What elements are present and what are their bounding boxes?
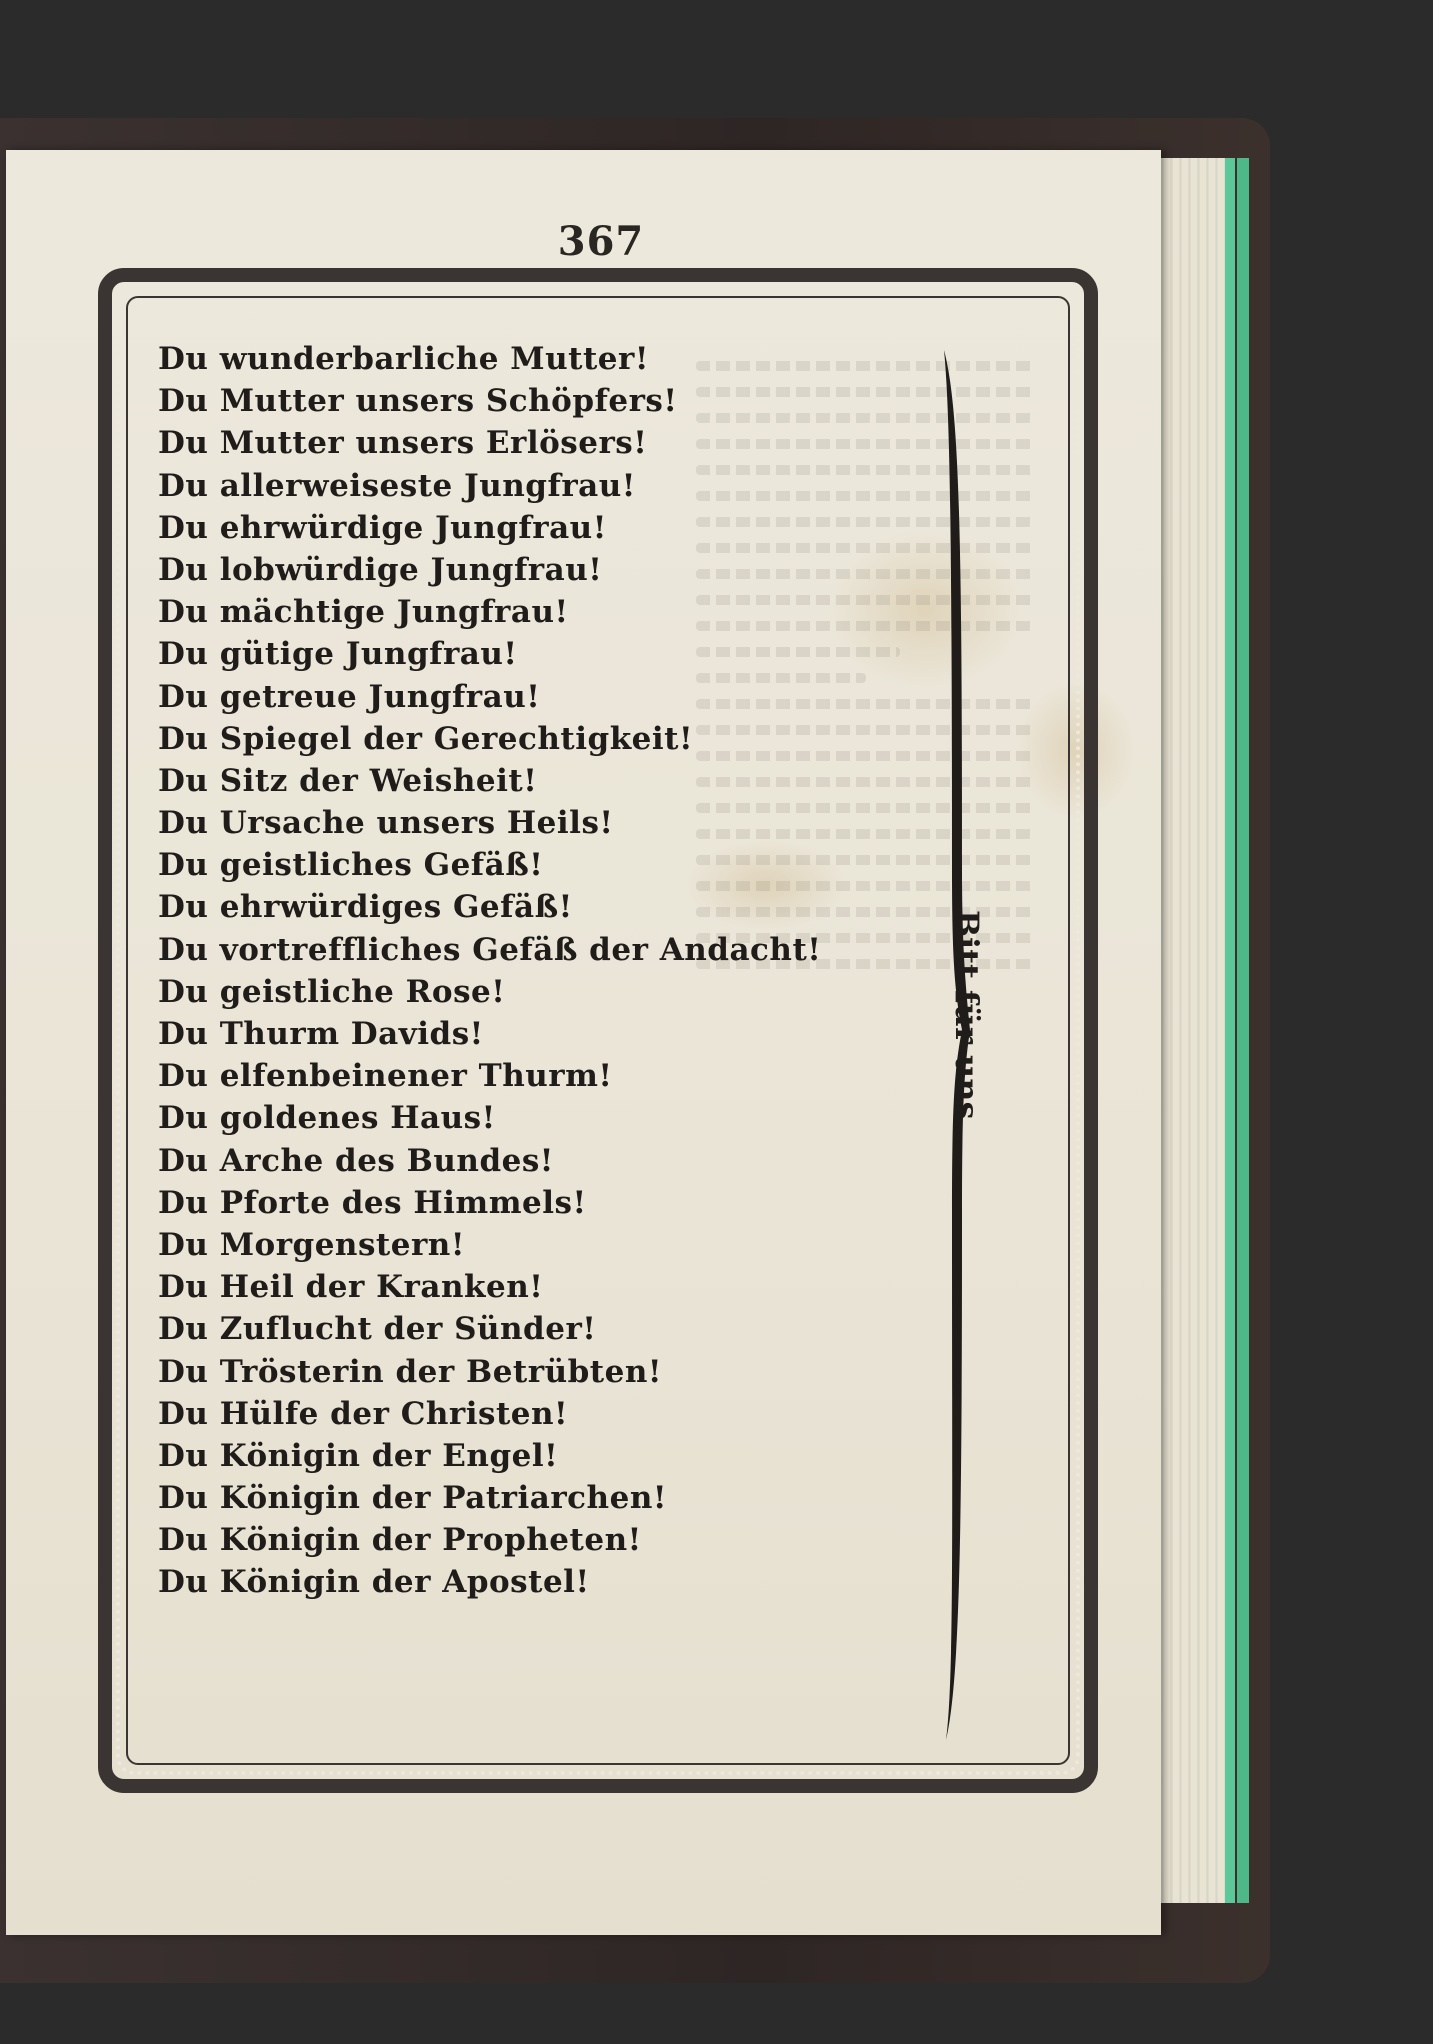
litany-lines (158, 338, 958, 1604)
litany-line: Du vortreffliches Gefäß der Andacht! (158, 931, 822, 968)
litany-line: Du Mutter unsers Erlösers! (158, 425, 648, 462)
litany-line: Du getreue Jungfrau! (158, 678, 541, 715)
litany-line: Du lobwürdige Jungfrau! (158, 551, 603, 588)
litany-line: Du Sitz der Weisheit! (158, 762, 538, 799)
litany-line: Du geistliche Rose! (158, 973, 506, 1010)
litany-line: Du Königin der Engel! (158, 1437, 559, 1474)
litany-line: Du gütige Jungfrau! (158, 636, 518, 673)
litany-line: Du mächtige Jungfrau! (158, 594, 569, 631)
litany-line: Du Zuflucht der Sünder! (158, 1311, 597, 1348)
litany-line: Du Thurm Davids! (158, 1016, 484, 1052)
litany-line: Du Ursache unsers Heils! (158, 805, 614, 842)
litany-line: Du Morgenstern! (158, 1226, 465, 1263)
litany-line: Du Mutter unsers Schöpfers! (158, 383, 678, 420)
litany-line: Du geistliches Gefäß! (158, 847, 544, 884)
response-text: Bitt für uns. (948, 910, 986, 1131)
litany-line: Du wunderbarliche Mutter! (158, 341, 649, 377)
book-page (6, 150, 1161, 1935)
litany-line: Du Arche des Bundes! (158, 1142, 554, 1179)
litany-line: Du Heil der Kranken! (158, 1269, 544, 1306)
litany-line: Du Trösterin der Betrübten! (158, 1353, 662, 1390)
litany-line: Du ehrwürdiges Gefäß! (158, 889, 573, 926)
litany-line: Du elfenbeinener Thurm! (158, 1058, 613, 1095)
litany-line: Du Hülfe der Christen! (158, 1395, 569, 1432)
page-number: 367 (557, 218, 645, 265)
litany-line: Du Spiegel der Gerechtigkeit! (158, 720, 694, 757)
litany-line: Du Königin der Propheten! (158, 1522, 642, 1559)
litany-line: Du goldenes Haus! (158, 1100, 496, 1137)
litany-line: Du Königin der Apostel! (158, 1564, 590, 1601)
litany-line: Du allerweiseste Jungfrau! (158, 467, 636, 504)
litany-line: Du ehrwürdige Jungfrau! (158, 509, 607, 546)
litany-line: Du Königin der Patriarchen! (158, 1480, 667, 1517)
litany-line: Du Pforte des Himmels! (158, 1184, 587, 1221)
